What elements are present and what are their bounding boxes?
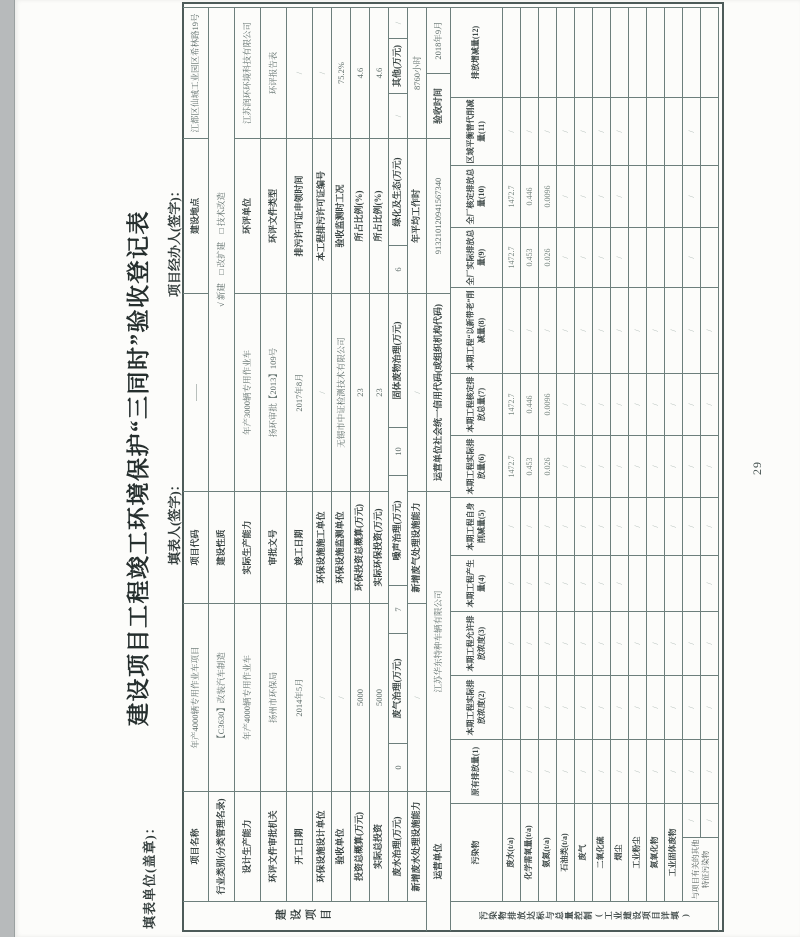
pollutant-cell: / <box>665 435 683 497</box>
pollutant-cell: / <box>683 435 701 497</box>
pollutant-cell: / <box>557 287 575 373</box>
pollutant-cell: / <box>629 435 647 497</box>
pollutant-cell <box>683 555 701 611</box>
pollutant-cell <box>593 7 611 97</box>
pollutant-cell: / <box>557 497 575 555</box>
pollutant-cell: 0.0096 <box>539 373 557 435</box>
field-value: / <box>287 7 313 138</box>
field-label: 运营单位社会统一信用代码(或组织机构代码) <box>427 293 451 491</box>
pollutant-column-header: 本期工程产生量(4) <box>451 555 503 611</box>
pollutant-column-header: 本期工程允许排放浓度(3) <box>451 611 503 675</box>
pollutant-cell: 1472.7 <box>503 435 521 497</box>
field-value: / <box>313 7 332 138</box>
pollutant-cell: / <box>683 165 701 227</box>
pollutant-cell <box>539 7 557 97</box>
pollutant-column-header: 区域平衡替代削减量(11) <box>451 97 503 165</box>
pollutant-cell: / <box>647 497 665 555</box>
field-value: 10 <box>389 427 408 475</box>
field-value: 6 <box>389 245 408 293</box>
pollutant-cell: / <box>539 675 557 739</box>
pollutant-cell: 0.453 <box>521 435 539 497</box>
pollutant-cell: / <box>683 287 701 373</box>
field-label: 竣工日期 <box>287 491 313 603</box>
pollutant-cell: 0.0096 <box>539 165 557 227</box>
pollutant-cell <box>575 7 593 97</box>
field-value: 江苏润环环境科技有限公司 <box>235 7 261 138</box>
field-value: / <box>313 603 332 791</box>
pollutant-name: 废气 <box>575 803 593 901</box>
pollutant-cell: / <box>503 611 521 675</box>
pollutant-cell: / <box>557 227 575 287</box>
field-label: 项目代码 <box>183 491 209 603</box>
field-label: 环保设施监测单位 <box>332 491 351 603</box>
pollutant-cell: / <box>611 227 629 287</box>
handler-label: 项目经办人(签字)： <box>167 184 182 297</box>
pollutant-cell: 0.026 <box>539 435 557 497</box>
pollutant-cell <box>629 227 647 287</box>
pollutant-cell: / <box>665 373 683 435</box>
field-value: √ 新建 □ 改扩建 □ 技术改造 <box>209 7 235 491</box>
field-value: 2014年5月 <box>287 603 313 791</box>
pollutant-cell: / <box>665 611 683 675</box>
field-value: 扬州市环保局 <box>261 603 287 791</box>
pollutant-cell: / <box>503 675 521 739</box>
pollutant-cell <box>701 7 719 97</box>
pollutant-cell: / <box>683 97 701 165</box>
pollutant-cell: / <box>575 739 593 803</box>
pollutant-cell: / <box>701 435 719 497</box>
pollutant-cell: / <box>557 97 575 165</box>
pollutant-column-header: 本期工程实际排放浓度(2) <box>451 675 503 739</box>
pollutant-cell: / <box>575 555 593 611</box>
pollutant-cell: / <box>575 675 593 739</box>
field-label: 所占比例(%) <box>370 138 389 293</box>
pollutant-cell: / <box>575 97 593 165</box>
pollutant-cell: / <box>683 373 701 435</box>
pollutant-cell <box>647 97 665 165</box>
pollutant-cell: / <box>629 675 647 739</box>
field-label: 建设性质 <box>209 491 235 603</box>
pollutant-cell <box>629 165 647 227</box>
pollutant-cell: / <box>611 435 629 497</box>
pollutant-cell: / <box>503 555 521 611</box>
field-label: 设计生产能力 <box>235 791 261 901</box>
pollutant-cell: / <box>557 739 575 803</box>
pollutant-cell: / <box>593 497 611 555</box>
field-value: 23 <box>370 293 389 491</box>
pollutant-cell: / <box>557 165 575 227</box>
pollutant-cell: / <box>539 739 557 803</box>
pollutant-cell: / <box>611 165 629 227</box>
pollutant-cell: / <box>629 497 647 555</box>
field-value: 2018年9月 <box>427 7 451 73</box>
field-label: 运营单位 <box>427 791 451 931</box>
field-value: 扬环审批【2013】109号 <box>261 293 287 491</box>
field-label: 开工日期 <box>287 791 313 901</box>
field-value: 无锡市中证检测技术有限公司 <box>332 293 351 491</box>
pollutant-cell <box>701 97 719 165</box>
field-label: 所占比例(%) <box>351 138 370 293</box>
field-value: / <box>389 7 408 38</box>
field-value: 4.6 <box>370 7 389 138</box>
pollutant-cell: / <box>683 739 701 803</box>
pollutant-cell: 1472.7 <box>503 227 521 287</box>
field-label: 验收时间 <box>427 73 451 138</box>
pollutant-cell: / <box>557 555 575 611</box>
field-label: 绿化及生态(万元) <box>389 138 408 245</box>
pollutant-cell <box>629 555 647 611</box>
pollutant-cell: / <box>665 287 683 373</box>
field-value: 年产4000辆专用作业车项目 <box>183 603 209 791</box>
field-label: 验收监测时工况 <box>332 138 351 293</box>
pollutant-cell: / <box>503 739 521 803</box>
field-label: 审批文号 <box>261 491 287 603</box>
pollutant-cell <box>629 97 647 165</box>
pollutant-cell: / <box>593 287 611 373</box>
pollutant-cell <box>647 227 665 287</box>
field-label: 排污许可证申领时间 <box>287 138 313 293</box>
pollutant-cell: 1472.7 <box>503 165 521 227</box>
pollutant-cell <box>701 227 719 287</box>
pollutant-name: 氨氮(t/a) <box>539 803 557 901</box>
pollutant-cell <box>647 165 665 227</box>
pollutant-cell: / <box>557 373 575 435</box>
field-label: 年平均工作时 <box>408 138 427 293</box>
pollutant-cell: / <box>575 165 593 227</box>
pollutant-cell: / <box>701 497 719 555</box>
field-value: —— <box>183 293 209 491</box>
fill-unit-label: 填表单位(盖章)： <box>142 820 157 929</box>
pollutant-cell: / <box>593 611 611 675</box>
pollutant-cell <box>647 555 665 611</box>
pollutant-cell: / <box>665 497 683 555</box>
pollutant-cell: / <box>539 611 557 675</box>
pollutant-cell: / <box>503 97 521 165</box>
pollutant-cell <box>665 7 683 97</box>
field-label: 新增废气处理设施能力 <box>408 491 427 603</box>
field-value: / <box>408 293 427 491</box>
pollutant-cell: / <box>593 227 611 287</box>
pollutant-name: 烟尘 <box>611 803 629 901</box>
rotated-form-sheet <box>17 3 800 933</box>
pollutant-cell: / <box>593 373 611 435</box>
field-label: 环评文件审批机关 <box>261 791 287 901</box>
pollutant-cell: / <box>539 287 557 373</box>
pollutant-cell <box>521 7 539 97</box>
field-label: 环保设施施工单位 <box>313 491 332 603</box>
pollutant-cell: / <box>611 675 629 739</box>
pollutant-cell: / <box>503 287 521 373</box>
pollutant-cell: / <box>629 287 647 373</box>
pollutant-cell: / <box>611 497 629 555</box>
fill-person-label: 填表人(签字)： <box>167 478 182 565</box>
field-label: 环评单位 <box>235 138 261 293</box>
pollutant-column-header: 原有排放量(1) <box>451 739 503 803</box>
field-label: 环评文件类型 <box>261 138 287 293</box>
field-value: 江都区仙城工业园区希林路19号 <box>183 7 209 138</box>
field-label: 固体废物治理(万元) <box>389 293 408 427</box>
field-value: 5000 <box>351 603 370 791</box>
pollutant-cell: 0.446 <box>521 165 539 227</box>
pollutant-name: 石油类(t/a) <box>557 803 575 901</box>
pollutant-cell: / <box>575 227 593 287</box>
pollutant-cell <box>665 97 683 165</box>
field-value: / <box>408 603 427 791</box>
pollutant-cell: / <box>683 675 701 739</box>
pollutant-cell <box>665 165 683 227</box>
field-value: 环评报告表 <box>261 7 287 138</box>
field-label: 废气治理(万元) <box>389 633 408 743</box>
field-label: 建设地点 <box>183 138 209 293</box>
pollutant-cell: / <box>557 675 575 739</box>
pollutant-cell <box>611 7 629 97</box>
pollutant-cell: / <box>701 611 719 675</box>
pollutant-cell: / <box>521 611 539 675</box>
field-label: 废水治理(万元) <box>389 791 408 901</box>
pollutant-cell <box>665 555 683 611</box>
pollutant-cell: / <box>683 227 701 287</box>
pollutant-column-header: 本期工程自身削减量(5) <box>451 497 503 555</box>
pollutant-name: 废水(t/a) <box>503 803 521 901</box>
pollutant-cell: / <box>593 435 611 497</box>
field-value: 年产3000辆专用作业车 <box>235 293 261 491</box>
pollutant-cell: / <box>611 739 629 803</box>
pollutant-cell: / <box>575 373 593 435</box>
pollutant-name: 工业固体废物 <box>665 803 683 901</box>
field-value: 0 <box>389 743 408 791</box>
pollutant-cell: / <box>701 555 719 611</box>
pollutant-cell: / <box>665 739 683 803</box>
field-value: / <box>313 293 332 491</box>
field-value: 7 <box>389 585 408 633</box>
pollutant-cell: / <box>629 739 647 803</box>
pollutant-cell: / <box>701 675 719 739</box>
pollutant-cell: / <box>521 675 539 739</box>
pollutant-cell: / <box>665 675 683 739</box>
pollutant-cell: / <box>521 739 539 803</box>
pollutant-cell: / <box>575 611 593 675</box>
page-number: 29 <box>750 461 764 475</box>
pollutant-cell <box>665 227 683 287</box>
field-value: 23 <box>351 293 370 491</box>
pollutant-column-header: 本期工程核定排放总量(7) <box>451 373 503 435</box>
pollutant-cell: / <box>593 739 611 803</box>
pollutant-cell: / <box>593 165 611 227</box>
pollutant-cell: / <box>593 97 611 165</box>
pollutant-column-header: 全厂核定排放总量(10) <box>451 165 503 227</box>
pollutant-cell <box>647 7 665 97</box>
pollutant-column-header: 本期工程“以新带老”削减量(8) <box>451 287 503 373</box>
field-value: 4.6 <box>351 7 370 138</box>
pollutant-cell: 0.453 <box>521 227 539 287</box>
field-value: 913210120941567340 <box>427 138 451 293</box>
pollutant-cell <box>629 7 647 97</box>
pollutant-cell: / <box>593 555 611 611</box>
field-value: 5000 <box>370 603 389 791</box>
field-label: 投资总概算(万元) <box>351 791 370 901</box>
field-label: 噪声治理(万元) <box>389 475 408 585</box>
pollutant-cell: / <box>539 555 557 611</box>
pollutant-cell: / <box>647 739 665 803</box>
pollutant-cell <box>503 7 521 97</box>
pollutant-column-header: 排放增减量(12) <box>451 7 503 97</box>
pollutant-cell: 0.026 <box>539 227 557 287</box>
pollutant-cell: / <box>629 373 647 435</box>
field-label: 实际生产能力 <box>235 491 261 603</box>
pollutant-name: 工业粉尘 <box>629 803 647 901</box>
pollutant-cell: / <box>611 287 629 373</box>
field-value: 75.2% <box>332 7 351 138</box>
pollutant-column-header: 污染物 <box>451 803 503 901</box>
project-section-label: 建设项目 <box>183 901 427 931</box>
pollutant-cell: / <box>611 555 629 611</box>
pollutant-cell: / <box>683 497 701 555</box>
pollutant-column-header: 本期工程实际排放量(6) <box>451 435 503 497</box>
pollutant-cell: / <box>521 555 539 611</box>
pollutant-cell: / <box>521 97 539 165</box>
field-value: 【C3630】改装汽车制造 <box>209 603 235 791</box>
pollutant-cell: / <box>629 611 647 675</box>
pollutant-cell: / <box>701 287 719 373</box>
pollutant-column-header: 全厂实际排放总量(9) <box>451 227 503 287</box>
pollutant-name-sub: / <box>683 803 701 837</box>
pollutant-cell: / <box>575 497 593 555</box>
pollutant-cell: / <box>701 739 719 803</box>
pollutant-cell: / <box>557 435 575 497</box>
scan-edge-strip <box>0 0 15 937</box>
field-label: 环保设施设计单位 <box>313 791 332 901</box>
pollutant-cell: / <box>539 497 557 555</box>
pollutant-cell: / <box>503 497 521 555</box>
pollutant-cell: / <box>611 97 629 165</box>
pollutant-cell: / <box>521 497 539 555</box>
form-title: 建设项目工程竣工环境保护“三同时”验收登记表 <box>126 210 151 726</box>
field-value: / <box>389 93 408 138</box>
field-value: 江苏华东特种车辆有限公司 <box>427 491 451 791</box>
pollutant-cell <box>701 165 719 227</box>
field-value: 2017年8月 <box>287 293 313 491</box>
field-value: 年产4000辆专用作业车 <box>235 603 261 791</box>
field-label: 项目名称 <box>183 791 209 901</box>
pollutant-cell: / <box>683 611 701 675</box>
other-pollutant-group-label: 与项目有关的其他特征污染物 <box>683 837 719 901</box>
pollutant-cell: / <box>611 373 629 435</box>
pollutant-cell: / <box>647 435 665 497</box>
field-value: / <box>332 603 351 791</box>
pollutant-cell: / <box>521 287 539 373</box>
field-label: 实际总投资 <box>370 791 389 901</box>
field-label: 行业类别(分类管理名录) <box>209 791 235 901</box>
pollutant-cell: 0.446 <box>521 373 539 435</box>
pollutant-cell: / <box>647 373 665 435</box>
pollutant-cell: / <box>575 287 593 373</box>
field-label: 环保投资总概算(万元) <box>351 491 370 603</box>
pollutant-cell: / <box>647 611 665 675</box>
pollutant-cell: 1472.7 <box>503 373 521 435</box>
field-label: 验收单位 <box>332 791 351 901</box>
pollutant-name: 二氧化硫 <box>593 803 611 901</box>
pollutant-cell: / <box>593 675 611 739</box>
field-label: 新增废水处理设施能力 <box>408 791 427 901</box>
paper-page <box>15 0 800 937</box>
pollutant-cell: / <box>611 611 629 675</box>
pollutant-name: 氮氧化物 <box>647 803 665 901</box>
pollutant-cell: / <box>539 97 557 165</box>
field-label: 实际环保投资(万元) <box>370 491 389 603</box>
pollutant-cell: / <box>647 675 665 739</box>
pollutant-cell: / <box>701 373 719 435</box>
pollutant-cell: / <box>557 611 575 675</box>
field-label: 其他(万元) <box>389 38 408 93</box>
pollutant-name: 化学需氧量(t/a) <box>521 803 539 901</box>
field-label: 本工程排污许可证编号 <box>313 138 332 293</box>
pollutant-name-sub: / <box>701 803 719 837</box>
field-value: 8760小时 <box>408 7 427 138</box>
pollutant-cell <box>557 7 575 97</box>
pollutant-cell <box>683 7 701 97</box>
pollutant-cell: / <box>575 435 593 497</box>
pollutant-section-label: 污染物排放达标与总量控制(工业建设项目详填) <box>451 901 719 931</box>
pollutant-cell: / <box>647 287 665 373</box>
